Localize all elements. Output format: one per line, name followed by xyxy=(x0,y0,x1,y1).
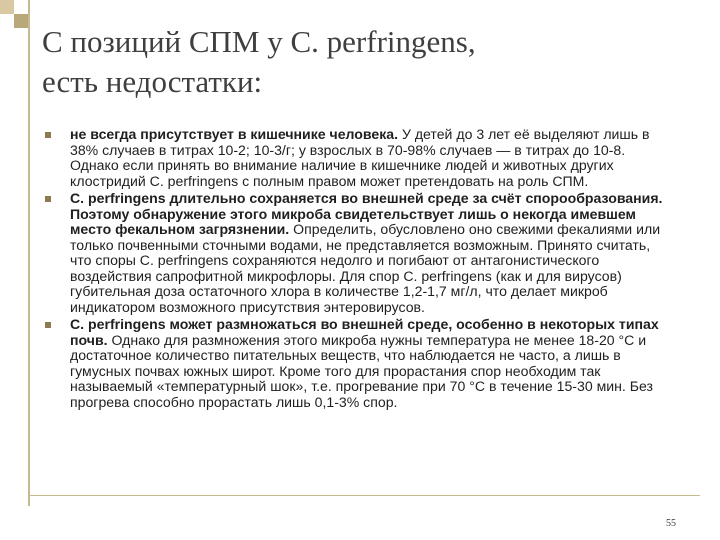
item-body-text: Однако для размножения этого микроба нужны температура не менее 18-20 °С и достаточное количество питательных веществ, что наблюдается не часто, а лишь в гумусных почвах южных широт. Кроме того для прорастания спор необходим так называемый «температурный шок», т.е. прогревание при 70 °С в течение 15-30 мин. Без прогрева способно прорастать лишь 0,1-3% спор. xyxy=(70,331,653,410)
horizontal-rule xyxy=(28,495,700,496)
decorative-corner-square-light xyxy=(0,0,14,14)
square-bullet-icon xyxy=(45,322,51,328)
item-bold-text: C. perfringens длительно сохраняется во внешней среде за счёт спорообразования. Поэтому обнаружение этого микроба свидетельствует лишь о некогда имевшем место фекальном загрязнении. xyxy=(70,190,663,237)
square-bullet-icon xyxy=(45,132,51,138)
vertical-rule xyxy=(28,0,30,506)
item-body-text: У детей до 3 лет её выделяют лишь в 38% случаев в титрах 10-2; 10-3/г; у взрослых в 70-98% случаев — в титрах до 10-8. Однако если принять во внимание наличие в кишечнике людей и животных других клостридий C. perfringens с полным правом может претендовать на роль СПМ. xyxy=(70,126,650,189)
item-bold-text: C. perfringens может размножаться во внешней среде, особенно в некоторых типах почв. xyxy=(70,316,659,348)
list-item xyxy=(42,317,670,410)
decorative-corner-square-dark xyxy=(14,14,28,28)
bullet-list xyxy=(42,127,670,412)
slide-title: С позиций СПМ у C. perfringens, есть недостатки: xyxy=(42,24,476,99)
item-body-text: Определить, обусловлено оно свежими фекалиями или только почвенными сточными водами, не представляется возможным. Принято считать, что споры C. perfringens сохраняются недолго и погибают от антагонистического воздействия сапрофитной микрофлоры. Для спор C. perfringens (как и для вирусов) губительная доза остаточного хлора в количестве 1,2-1,7 мг/л, что делает микроб индикатором возможного присутствия энтеровирусов. xyxy=(70,221,661,315)
item-bold-text: не всегда присутствует в кишечнике человека. xyxy=(70,126,399,142)
list-item xyxy=(42,191,670,315)
page-number: 55 xyxy=(666,518,676,529)
list-item xyxy=(42,127,670,189)
square-bullet-icon xyxy=(45,196,51,202)
